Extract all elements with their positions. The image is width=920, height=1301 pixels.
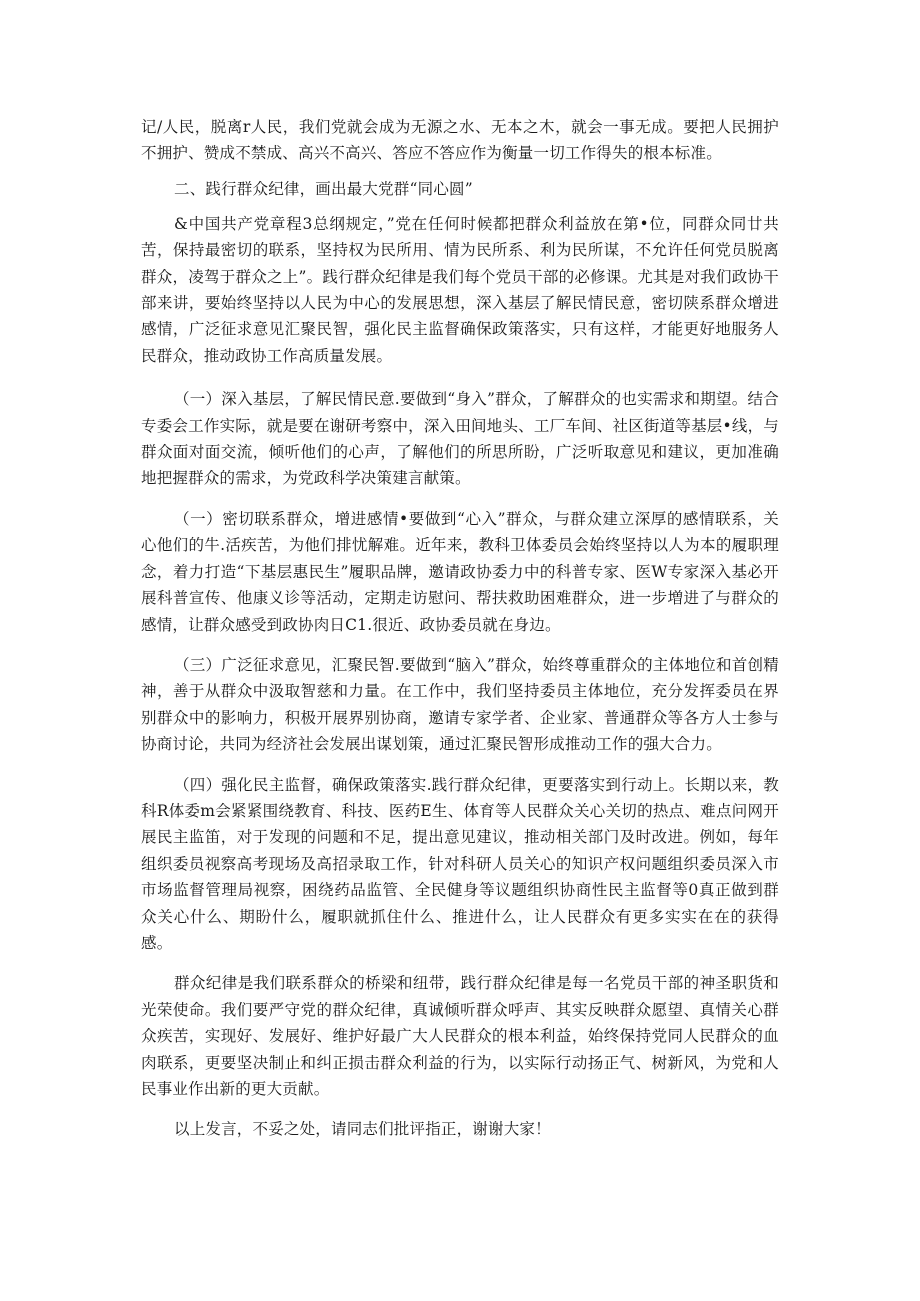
document-page bbox=[141, 114, 779, 1143]
paragraph-party-constitution: &中国共产党章程3总纲规定，”党在任何时候都把群众利益放在第•位，同群众同廿共苦，保持最密切的联系，坚持权为民所用、情为民所系、利为民所谋，不允许任何党员脱离群众，凌驾于群众之上”。践行群众纪律是我们每个党员干部的必修课。尤其是对我们政协干部来讲，要始终坚持以人民为中心的发展思想，深入基层了解民情民意，密切陕系群众增进感情，广泛征求意见汇聚民智，强化民主监督确保政策落实，只有这样，才能更好地服务人民群众，推动政协工作高质量发展。 bbox=[141, 214, 779, 365]
paragraph-continuation: 记/人民，脱离r人民，我们党就会成为无源之水、无本之木，就会一事无成。要把人民拥护不拥护、赞成不禁成、高兴不高兴、答应不答应作为衡量一切工作得失的根本标准。 bbox=[141, 118, 779, 163]
paragraph-item-1: （一）深入基层，了解民情民意.要做到“身入”群众，了解群众的也实需求和期望。结合专委会工作实际，就是要在谢研考察中，深入田间地头、工厂车间、社区街道等基层•线，与群众面对面交流，倾听他们的心声，了解他们的所思所盼，广泛听取意见和建议，更加准确地把握群众的需求，为党政科学决策建言献策。 bbox=[141, 390, 779, 488]
paragraph-item-3: （三）广泛征求意见，汇聚民智.要做到“脑入”群众，始终尊重群众的主体地位和首创精神，善于从群众中汲取智慈和力量。在工作中，我们坚持委员主体地位，充分发挥委员在界别群众中的影响力，积极开展界别协商，邀请专家学者、企业家、普通群众等各方人士参与协商讨论，共同为经济社会发展出谋划策，通过汇聚民智形成推动工作的强大合力。 bbox=[141, 655, 779, 754]
paragraph-item-2: （一）密切联系群众，增进感情•要做到“心入”群众，与群众建立深厚的感情联系，关心他们的牛.活疾苦，为他们排忧解难。近年来，教科卫体委员会始终坚持以人为本的履职理念，着力打造“下基层惠民生”履职品牌，邀请政协委力中的科普专家、医W专家深入基必开展科普宣传、他康义诊等活动，定期走访慰问、帮扶救助困难群众，进一步増进了与群众的感情，让群众感受到政协肉日C1.很近、政协委员就在身边。 bbox=[141, 509, 779, 634]
paragraph-item-4: （四）强化民主监督，确保政策落实.践行群众纪律，更要落实到行动上。长期以来，教科R体委m会紧紧围绕教育、科技、医药E生、体育等人民群众关心关切的热点、难点问网开展民主监笛，对于发现的问题和不足，提出意见建议，推动相关部门及时改进。例如，每年组织委员视察高考现场及高招录取工作，针对科研人员关心的知识产权问题组织委员深入市市场监督管理局视察，困绕药品监管、全民健身等议题组织协商性民主监督等0真正做到群众关心什么、期盼什么，履职就抓住什么、推进什么，让人民群众有更多实实在在的获得感。 bbox=[141, 775, 779, 952]
section-heading-2: 二、践行群众纪律，画出最大党群“同心圆” bbox=[174, 179, 473, 198]
paragraph-conclusion: 群众纪律是我们联系群众的桥梁和纽带，践行群众纪律是每一名党员干部的神圣职货和光荣使命。我们要严守党的群众纪律，真诚倾听群众呼声、其实反映群众愿望、真情关心群众疾苦，实现好、发展好、维护好最广大人民群众的根本利益，始终保持党同人民群众的血肉联系，更要坚决制止和纠正损击群众利益的行为，以实际行动扬正气、树新风，为党和人民事业作出新的更大贡献。 bbox=[141, 974, 779, 1098]
paragraph-closing-remarks: 以上发言，不妥之处，请同志们批评指正，谢谢大家！ bbox=[174, 1120, 551, 1139]
